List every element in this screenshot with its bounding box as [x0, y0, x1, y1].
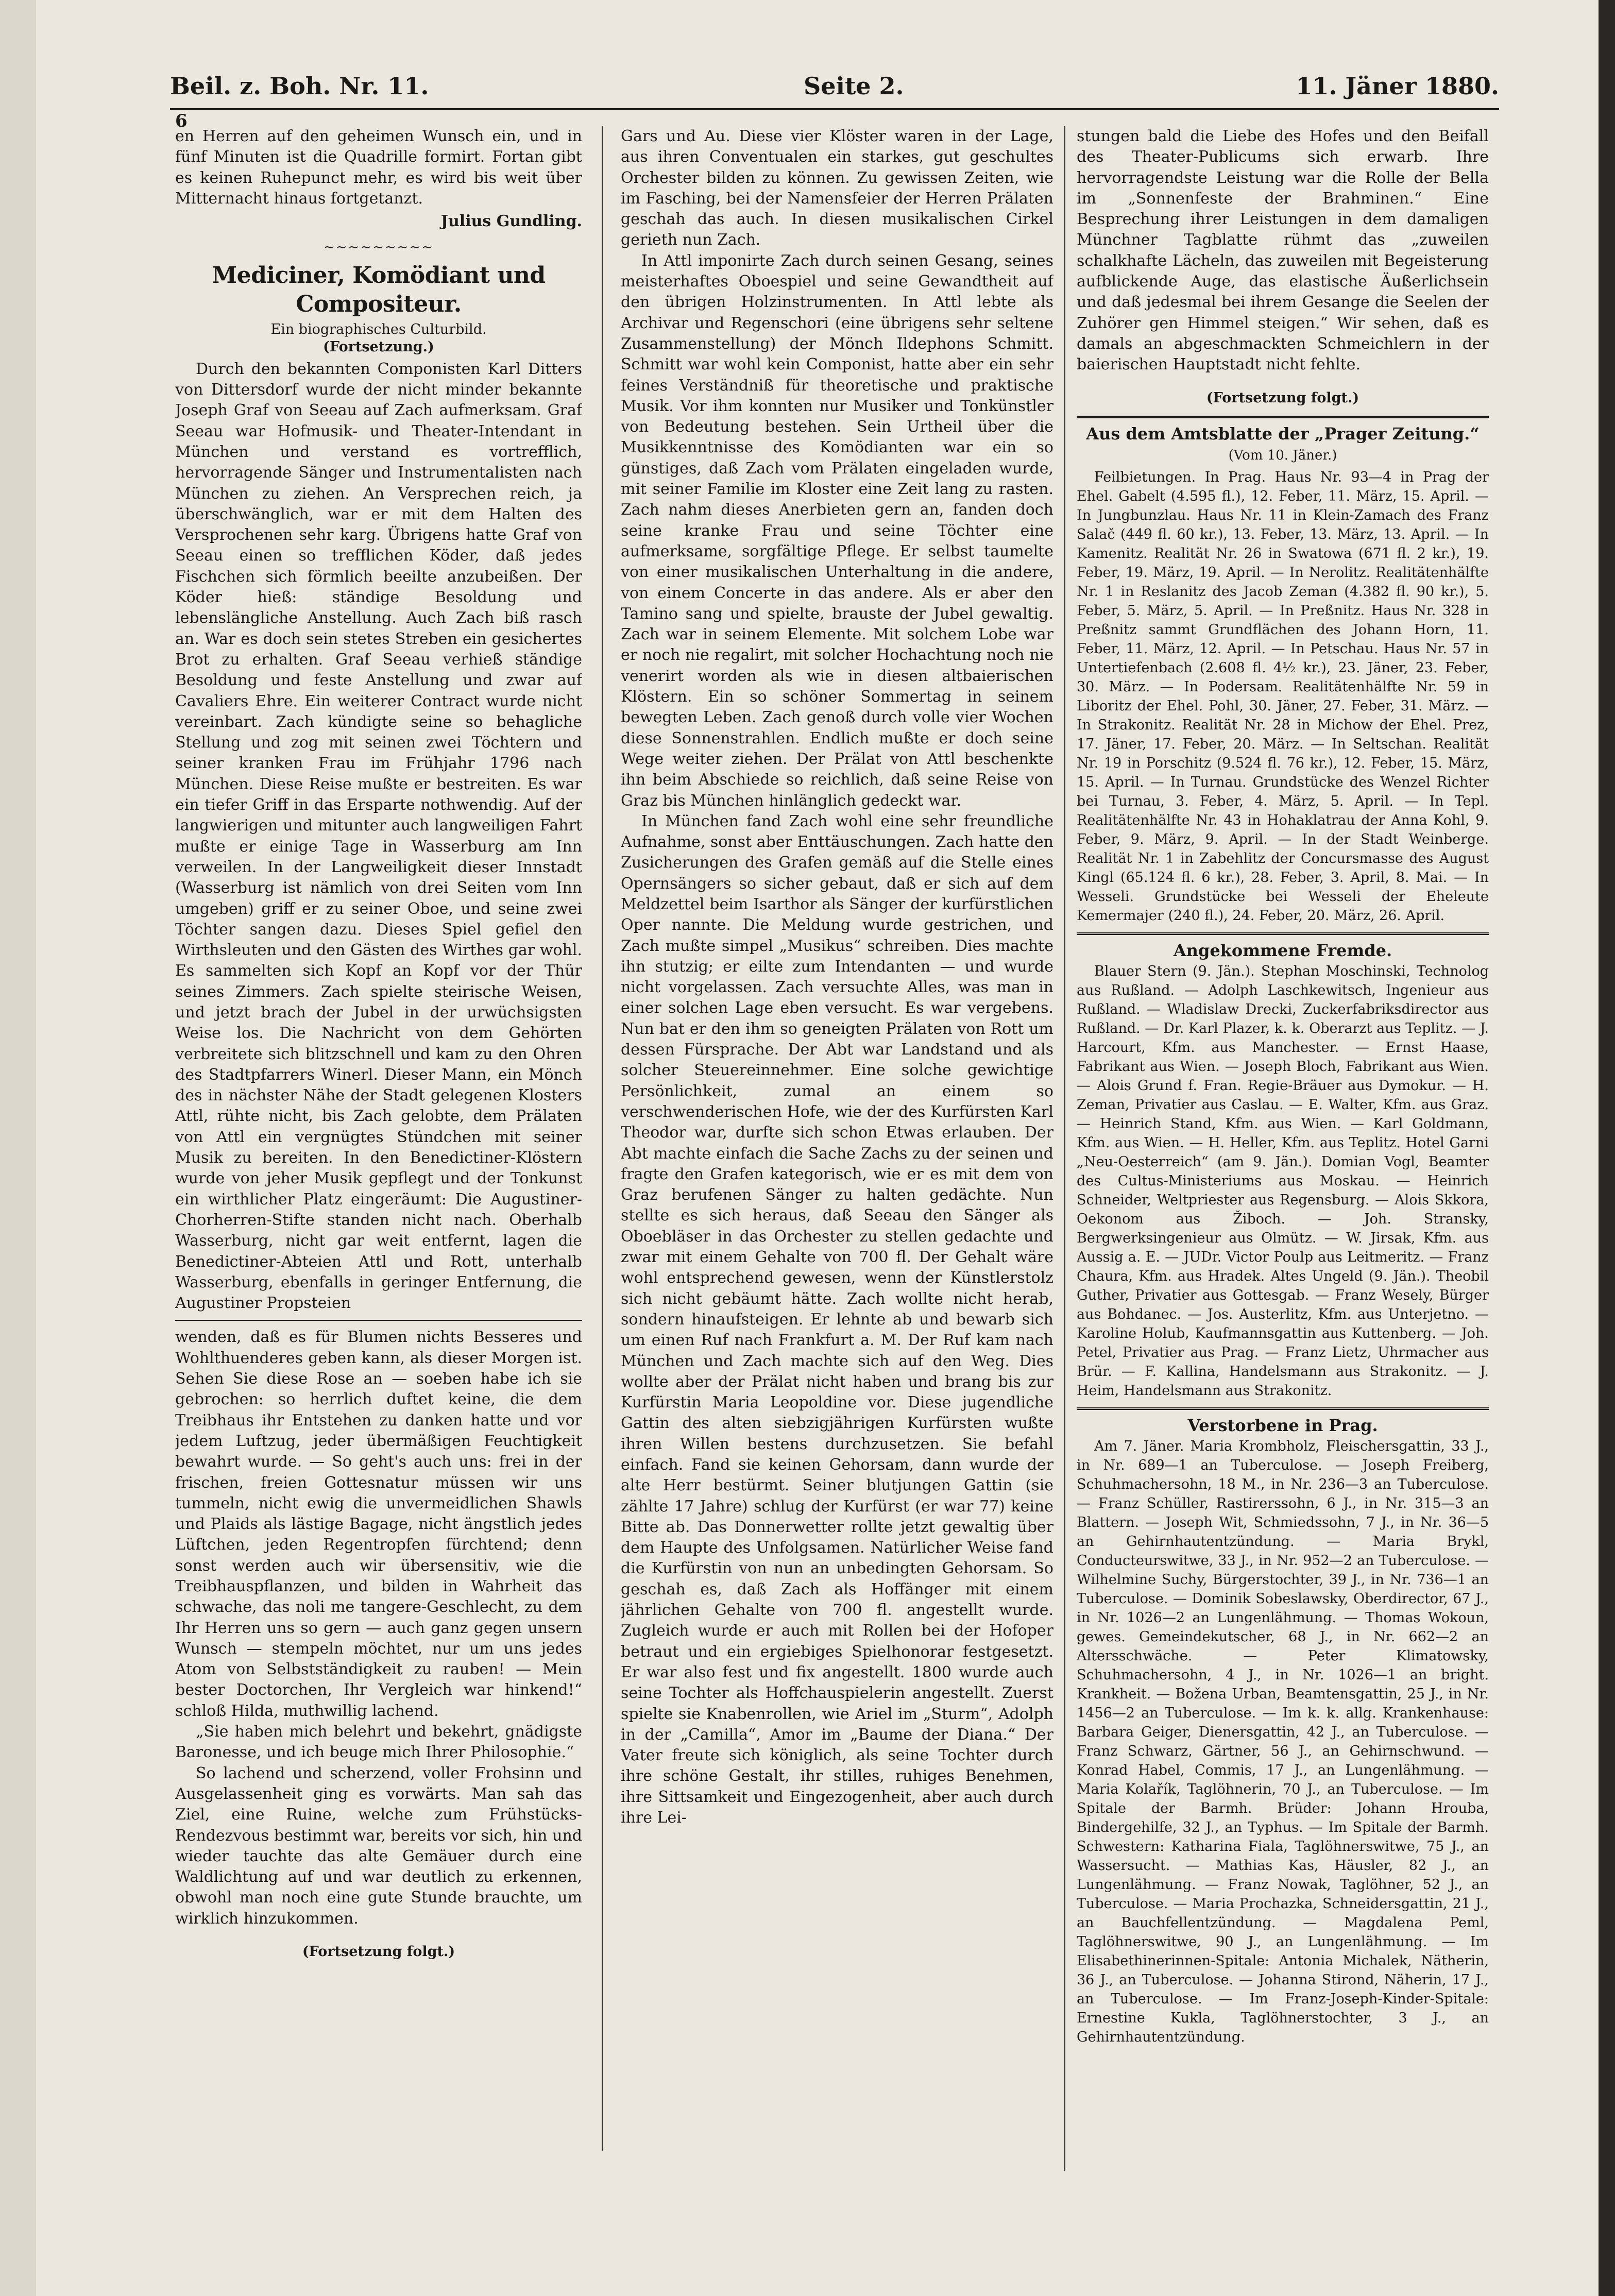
- section-divider: [1077, 1407, 1489, 1410]
- separator-ornament: ~~~~~~~~~: [323, 240, 434, 256]
- article-title: Mediciner, Komödiant und Compositeur.: [212, 262, 546, 317]
- column-divider-2: [1064, 126, 1065, 2171]
- story-paragraph: „Sie haben mich belehrt und bekehrt, gnädigste Baronesse, und ich beuge mich Ihrer Philosophie.“: [175, 1723, 582, 1762]
- amtsblatt-heading: Aus dem Amtsblatte der „Prager Zeitung.“: [1086, 423, 1480, 444]
- page-header: [170, 72, 1499, 104]
- deaths-heading: Verstorbene in Prag.: [1187, 1416, 1378, 1436]
- amtsblatt-text: Feilbietungen. In Prag. Haus Nr. 93—4 in Prag der Ehel. Gabelt (4.595 fl.), 12. Feber, 11. März, 15. April. — In Jungbunzlau. Haus Nr. 11 in Klein-Zamach des Franz Salač (449 fl. 60 kr.), 13. Feber, 13. März, 13. April. — In Kamenitz. Realität Nr. 26 in Swatowa (671 fl. 2 kr.), 19. Feber, 19. März, 19. April. — In Nerolitz. Realitätenhälfte Nr. 1 in Reslanitz des Jacob Zeman (4.382 fl. 90 kr.), 5. Feber, 5. März, 5. April. — In Preßnitz. Haus Nr. 328 in Preßnitz sammt Grundflächen des Johann Horn, 11. Feber, 11. März, 12. April. — In Petschau. Haus Nr. 57 in Untertiefenbach (2.608 fl. 4½ kr.), 23. Jäner, 23. Feber, 30. März. — In Podersam. Realitätenhälfte Nr. 59 in Liboritz der Ehel. Pohl, 30. Jäner, 27. Feber, 31. März. — In Strakonitz. Realität Nr. 28 in Michow der Ehel. Prez, 17. Jäner, 17. Feber, 20. März. — In Seltschan. Realität Nr. 19 in Porschitz (9.524 fl. 76 kr.), 12. Feber, 15. März, 15. April. — In Turnau. Grundstücke des Wenzel Richter bei Turnau, 3. Feber, 4. März, 5. April. — In Tepl. Realitätenhälfte Nr. 43 in Hohaklatrau der Anna Kohl, 9. Feber, 9. März, 9. April. — In der Stadt Weinberge. Realität Nr. 1 in Zabehlitz der Concursmasse des August Kingl (65.124 fl. 6 kr.), 28. Feber, 3. April, 8. Mai. — In Wesseli. Grundstücke bei Wesseli der Eheleute Kemermajer (240 fl.), 24. Feber, 20. März, 26. April.: [1077, 469, 1489, 924]
- column-2: [621, 126, 1053, 2187]
- author-signature: Julius Gundling.: [440, 212, 582, 231]
- arrivals-body: [1077, 962, 1489, 1400]
- article-paragraph: Gars und Au. Diese vier Klöster waren in der Lage, aus ihren Conventualen ein starkes, gut geschultes Orchester bilden zu können. Zu gewissen Zeiten, wie im Fasching, bei der Namensfeier der Herren Prälaten geschah das auch. In diesen musikalischen Cirkel gerieth nun Zach.: [621, 127, 1053, 249]
- column-divider-1: [602, 126, 603, 2151]
- header-date: 11. Jäner 1880.: [1296, 72, 1499, 100]
- continued-note: (Fortsetzung folgt.): [1206, 389, 1359, 406]
- story-paragraph: So lachend und scherzend, voller Frohsinn und Ausgelassenheit ging es vorwärts. Man sah das Ziel, eine Ruine, welche zum Frühstücks-Rendezvous bestimmt war, bereits vor sich, hin und wieder tauchte das alte Gemäuer durch eine Waldlichtung auf und war deutlich zu erkennen, obwohl man noch eine gute Stunde brauchte, um wirklich hinzukommen.: [175, 1764, 582, 1928]
- article-paragraph: stungen bald die Liebe des Hofes und den Beifall des Theater-Publicums sich erwarb. Ihre hervorragendste Leistung war die Rolle der Bella im „Sonnenfeste der Brahminen.“ Eine Besprechung ihrer Leistungen in dem damaligen Münchner Tagblatte rühmt das „zuweilen schalkhafte Lächeln, das zuweilen mit Begeisterung aufblickende Auge, das elastische Äußerlichsein und daß jedesmal bei ihrem Gesange die Seelen der Zuhörer gen Himmel steigen.“ Wir sehen, daß es damals an abgeschmackten Schmeichlern in der baierischen Hauptstadt nicht fehlte.: [1077, 127, 1489, 374]
- article-subtitle: Ein biographisches Culturbild.: [270, 321, 487, 337]
- continued-note: (Fortsetzung folgt.): [302, 1944, 455, 1960]
- section-divider: [1077, 932, 1489, 935]
- corner-number: 6: [175, 111, 188, 131]
- article-continuation-note: (Fortsetzung.): [323, 338, 434, 355]
- article-paragraph: Durch den bekannten Componisten Karl Ditters von Dittersdorf wurde der nicht minder bekannte Joseph Graf von Seeau auf Zach aufmerksam. Graf Seeau war Hofmusik- und Theater-Intendant in München und verstand es vortrefflich, hervorragende Sänger und Instrumentalisten nach München zu ziehen. An Versprechen reich, ja überschwänglich, war er mit dem Halten des Versprochenen sehr karg. Übrigens hatte Graf von Seeau einen so trefflichen Köder, daß jedes Fischchen sich förmlich beeilte anzubeißen. Der Köder hieß: ständige Besoldung und lebenslängliche Anstellung. Auch Zach biß rasch an. War es doch sein stetes Streben ein gesichertes Brot zu erhalten. Graf Seeau verhieß ständige Besoldung und feste Anstellung und zwar auf Cavaliers Ehre. Ein weiterer Contract wurde nicht vereinbart. Zach kündigte seine so behagliche Stellung und zog mit seinen zwei Töchtern und seiner kranken Frau im Frühjahr 1796 nach München. Diese Reise mußte er bestreiten. Es war ein tiefer Griff in das Ersparte nothwendig. Auf der langwierigen und mitunter auch langweiligen Fahrt mußte er einige Tage in Wasserburg am Inn verweilen. In der Langweiligkeit dieser Innstadt (Wasserburg ist nämlich von drei Seiten vom Inn umgeben) griff er zu seiner Oboe, und seine zwei Töchter sangen dazu. Dieses Spiel gefiel den Wirthsleuten und den Gästen des Wirthes gar wohl. Es sammelten sich Kopf an Kopf vor der Thür seines Zimmers. Zach spielte steirische Weisen, und jetzt brach der Jubel in der urwüchsigsten Weise los. Die Nachricht von dem Gehörten verbreitete sich blitzschnell und kam zu den Ohren des Stadtpfarrers Winerl. Dieser Mann, ein Mönch des in nächster Nähe der Stadt gelegenen Klosters Attl, rühte nicht, bis Zach gelobte, dem Prälaten von Attl ein vergnügtes Stündchen mit seiner Musik zu bereiten. In den Benedictiner-Klöstern wurde von jeher Musik gepflegt und der Tonkunst ein wirthlicher Platz eingeräumt: Die Augustiner-Chorherren-Stifte standen nicht nach. Oberhalb Wasserburg, nicht gar weit entfernt, lagen die Benedictiner-Abteien Attl und Rott, unterhalb Wasserburg, ebenfalls in geringer Entfernung, die Augustiner Propsteien: [175, 360, 582, 1313]
- header-rule: [170, 108, 1499, 110]
- arrivals-heading: Angekommene Fremde.: [1173, 941, 1392, 961]
- article-paragraph: In München fand Zach wohl eine sehr freundliche Aufnahme, sonst aber Enttäuschungen. Zach hatte den Zusicherungen des Grafen gemäß auf die Stelle eines Opernsängers so sicher gebaut, daß er sich auf dem Meldzettel beim Isarthor als Sänger der kurfürstlichen Oper nannte. Die Meldung wurde gestrichen, und Zach mußte simpel „Musikus“ schreiben. Dies machte ihn stutzig; er eilte zum Intendanten — und wurde nicht vorgelassen. Zach versuchte Alles, was man in einer solchen Lage eben versucht. Es war vergebens. Nun bat er den ihm so geneigten Prälaten von Rott um dessen Fürsprache. Der Abt war Landstand und als solcher Steuereinnehmer. Eine solche gewichtige Persönlichkeit, zumal an einem so verschwenderischen Hofe, wie der des Kurfürsten Karl Theodor war, durfte sich schon Etwas erlauben. Der Abt machte einfach die Sache Zachs zu der seinen und fragte den Grafen kategorisch, wie er es mit dem von Graz berufenen Sänger zu halten gedächte. Nun stellte es sich heraus, daß Seeau den Sänger als Oboebläser in das Orchester zu stellen gedachte und zwar mit einem Gehalte von 700 fl. Der Gehalt wäre wohl entsprechend gewesen, wenn der Künstlerstolz sich nicht gebäumt hätte. Zach wollte nicht herab, sondern hinaufsteigen. Er lehnte ab und bewarb sich um einen Ruf nach Frankfurt a. M. Der Ruf kam nach München und Zach machte sich auf den Weg. Dies wollte aber der Prälat nicht haben und brang bis zur Kurfürstin Maria Leopoldine vor. Diese jugendliche Gattin des alten siebzigjährigen Kurfürsten wußte ihren Willen bestens durchzusetzen. Sie befahl einfach. Fand sie keinen Gehorsam, dann wurde der alte Herr bestürmt. Seiner blutjungen Gattin (sie zählte 17 Jahre) schlug der Kurfürst (er war 77) keine Bitte ab. Das Donnerwetter rollte jetzt gewaltig über dem Haupte des Unfolgsamen. Natürlicher Weise fand die Kurfürstin von nun an unbedingten Gehorsam. So geschah es, daß Zach als Hoffänger mit einem jährlichen Gehalte von 700 fl. angestellt wurde. Zugleich wurde er auch mit Rollen bei der Hofoper betraut und ein ergiebiges Spielhonorar festgesetzt. Er war also fest und fix angestellt. 1800 wurde auch seine Tochter als Hoffchauspielerin angestellt. Zuerst spielte sie Knabenrollen, wie Ariel im „Sturm“, Adolph in der „Camilla“, Amor im „Baume der Diana.“ Der Vater freute sich königlich, als seine Tochter durch ihre schöne Gestalt, ihr stilles, ruhiges Benehmen, ihre Sittsamkeit und Eingezogenheit, aber auch durch ihre Lei-: [621, 812, 1053, 1827]
- story-paragraph: wenden, daß es für Blumen nichts Besseres und Wohlthuenderes geben kann, als dieser Morgen ist. Sehen Sie diese Rose an — soeben habe ich sie gebrochen: so herrlich duftet keine, die dem Treibhaus ihr Entstehen zu danken hatte und vor jedem Luftzug, jeder übermäßigen Feuchtigkeit bewahrt wurde. — So geht's auch uns: frei in der frischen, freien Gottesnatur müssen wir uns tummeln, nicht ewig die unvermeidlichen Shawls und Plaids als lästige Bagage, nicht ängstlich jedes Lüftchen, jeden Regentropfen fürchtend; denn sonst werden auch wir übersensitiv, wie die Treibhauspflanzen, und bilden in Wahrheit das schwache, das noli me tangere-Geschlecht, zu dem Ihr Herren uns so gern — auch ganz gegen unsern Wunsch — stempeln möchtet, nur um uns jedes Atom von Selbstständigkeit zu rauben! — Mein bester Doctorchen, Ihr Vergleich war hinkend!“ schloß Hilda, muthwillig lachend.: [175, 1328, 582, 1720]
- section-divider: [1077, 416, 1489, 418]
- column-1: [175, 126, 582, 2156]
- scan-right-edge: [1599, 0, 1615, 2296]
- page-left-margin: [0, 0, 36, 2296]
- amtsblatt-date: (Vom 10. Jäner.): [1228, 447, 1337, 463]
- deaths-body: [1077, 1437, 1489, 2047]
- article-paragraph: In Attl imponirte Zach durch seinen Gesang, seines meisterhaftes Oboespiel und seine Gewandtheit auf den übrigen Holzinstrumenten. In Attl lebte als Archivar und Regenschori (eine übrigens sehr seltene Zusammenstellung) der Mönch Ildephons Schmitt. Schmitt war wohl kein Componist, hatte aber ein sehr feines Verständniß für theoretische und praktische Musik. Vor ihm konnten nur Musiker und Tonkünstler von Bedeutung bestehen. Sein Urtheil über die Musikkenntnisse des Komödianten war ein so günstiges, daß Zach vom Prälaten eingeladen wurde, mit seiner Familie im Kloster eine Zeit lang zu rasten. Zach nahm dieses Anerbieten gern an, fanden doch seine kranke Frau und seine Töchter eine aufmerksame, sorgfältige Pflege. Er selbst taumelte von einer musikalischen Unterhaltung in die andere, von einem Concerte in das andere. Als er aber den Tamino sang und spielte, brauste der Jubel gewaltig. Zach war in seinem Elemente. Mit solchem Lobe war er noch nie regalirt, mit solcher Hochachtung noch nie venerirt worden als wie in diesen altbaierischen Klöstern. Ein so schöner Sommertag in seinem bewegten Leben. Zach genoß durch volle vier Wochen diese Sonnenstrahlen. Endlich mußte er doch seine Wege weiter ziehen. Der Prälat von Attl beschenkte ihn beim Abschiede so reichlich, daß seine Reise von Graz bis München hinlänglich gedeckt war.: [621, 251, 1053, 810]
- section-divider: [175, 1320, 582, 1321]
- column-3: [1077, 126, 1489, 2187]
- amtsblatt-body: [1077, 468, 1489, 925]
- arrivals-text: Blauer Stern (9. Jän.). Stephan Moschinski, Technolog aus Rußland. — Adolph Laschkewitsch, Ingenieur aus Rußland. — Wladislaw Drecki, Zuckerfabriksdirector aus Rußland. — Dr. Karl Plazer, k. k. Oberarzt aus Teplitz. — J. Harcourt, Kfm. aus Manchester. — Ernst Haase, Fabrikant aus Wien. — Joseph Bloch, Fabrikant aus Wien. — Alois Grund f. Fran. Regie-Bräuer aus Dymokur. — H. Zeman, Privatier aus Caslau. — E. Walter, Kfm. aus Graz. — Heinrich Stand, Kfm. aus Wien. — Karl Goldmann, Kfm. aus Wien. — H. Heller, Kfm. aus Teplitz. Hotel Garni „Neu-Oesterreich“ (am 9. Jän.). Domian Vogl, Beamter des Cultus-Ministeriums aus Moskau. — Heinrich Schneider, Weltpriester aus Regensburg. — Alois Skkora, Oekonom aus Žiboch. — Joh. Stransky, Bergwerksingenieur aus Olmütz. — W. Jirsak, Kfm. aus Aussig a. E. — JUDr. Victor Poulp aus Leitmeritz. — Franz Chaura, Kfm. aus Hradek. Altes Ungeld (9. Jän.). Theobil Guther, Privatier aus Gottesgab. — Franz Wesely, Bürger aus Bohdanec. — Jos. Austerlitz, Kfm. aus Unterjetno. — Karoline Holub, Kaufmannsgattin aus Kuttenberg. — Joh. Petel, Privatier aus Prag. — Franz Lietz, Uhrmacher aus Brür. — F. Kallina, Handelsmann aus Strakonitz. — J. Heim, Handelsmann aus Strakonitz.: [1077, 963, 1489, 1399]
- deaths-text: Am 7. Jäner. Maria Krombholz, Fleischersgattin, 33 J., in Nr. 689—1 an Tuberculose. — Joseph Freiberg, Schuhmachersohn, 18 M., in Nr. 236—3 an Tuberculose. — Franz Schüller, Rastirerssohn, 6 J., in Nr. 315—3 an Blattern. — Joseph Wit, Schmiedssohn, 7 J., in Nr. 36—5 an Gehirnhautentzündung. — Maria Brykl, Conducteurswitwe, 33 J., in Nr. 952—2 an Tuberculose. — Wilhelmine Suchy, Bürgerstochter, 39 J., in Nr. 736—1 an Tuberculose. — Dominik Sobeslawsky, Oberdirector, 67 J., in Nr. 1026—2 an Lungenlähmung. — Thomas Wokoun, gewes. Gemeindekutscher, 68 J., in Nr. 662—2 an Altersschwäche. — Peter Klimatowsky, Schuhmachersohn, 4 J., in Nr. 1026—1 an bright. Krankheit. — Božena Urban, Beamtensgattin, 25 J., in Nr. 1456—2 an Tuberculose. — Im k. k. allg. Krankenhause: Barbara Geiger, Dienersgattin, 42 J., an Tuberculose. — Franz Schwarz, Gärtner, 56 J., an Gehirnschwund. — Konrad Habel, Commis, 17 J., an Lungenlähmung. — Maria Kolařík, Taglöhnerin, 70 J., an Tuberculose. — Im Spitale der Barmh. Brüder: Johann Hrouba, Bindergehilfe, 32 J., an Typhus. — Im Spitale der Barmh. Schwestern: Katharina Fiala, Taglöhnerswitwe, 75 J., an Wassersucht. — Mathias Kas, Häusler, 82 J., an Lungenlähmung. — Franz Nowak, Taglöhner, 52 J., an Tuberculose. — Maria Prochazka, Schneidersgattin, 21 J., an Bauchfellentzündung. — Magdalena Peml, Taglöhnerswitwe, 90 J., an Lungenlähmung. — Im Elisabethinerinnen-Spitale: Antonia Michalek, Nätherin, 36 J., an Tuberculose. — Johanna Stirond, Näherin, 17 J., an Tuberculose. — Im Franz-Joseph-Kinder-Spitale: Ernestine Kukla, Taglöhnerstochter, 3 J., an Gehirnhautentzündung.: [1077, 1438, 1489, 2046]
- feuilleton-ending: en Herren auf den geheimen Wunsch ein, und in fünf Minuten ist die Quadrille formirt. Fortan gibt es keinen Ruhepunct mehr, es wird bis weit über Mitternacht hinaus fortgetanzt.: [175, 127, 582, 208]
- header-left: Beil. z. Boh. Nr. 11.: [170, 72, 429, 100]
- header-page-number: Seite 2.: [804, 72, 904, 100]
